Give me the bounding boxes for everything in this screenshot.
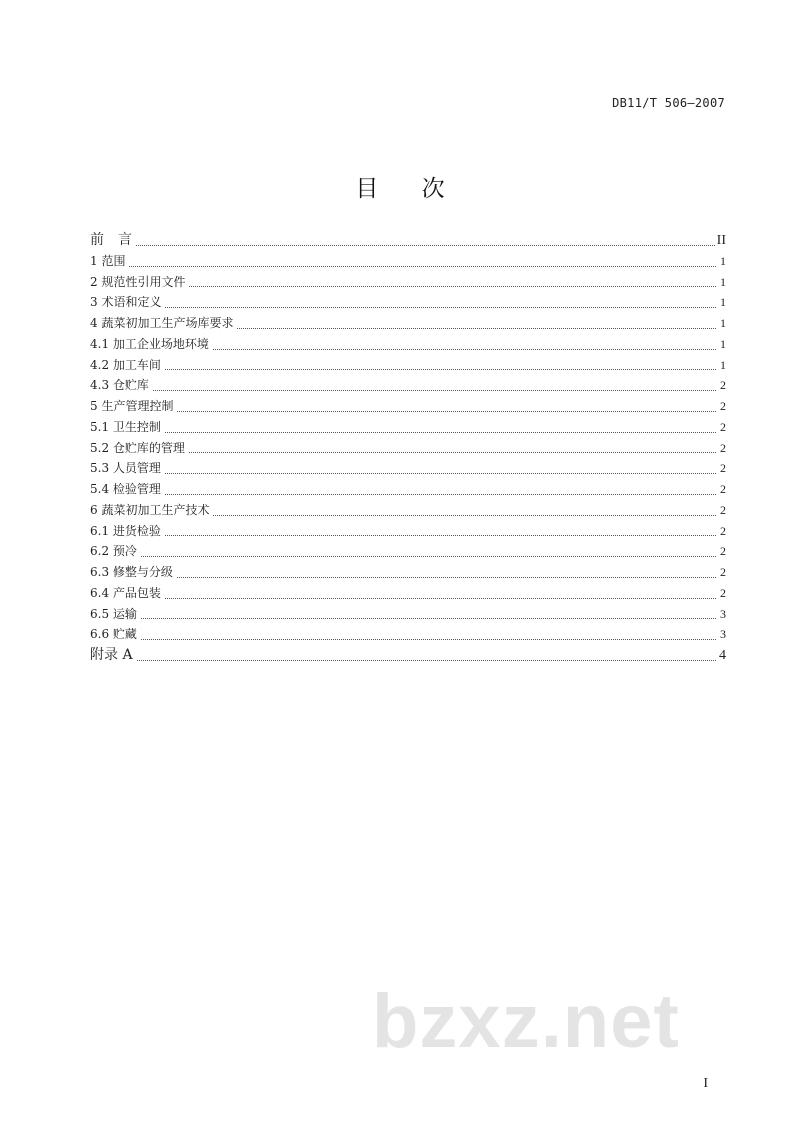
toc-entry-page: 1 bbox=[720, 274, 726, 289]
toc-entry-label: 6 蔬菜初加工生产技术 bbox=[90, 502, 210, 517]
toc-leader-dots bbox=[177, 576, 716, 578]
toc-entry[interactable] bbox=[90, 479, 726, 500]
toc-leader-dots bbox=[213, 348, 716, 350]
toc-entry-page: 2 bbox=[720, 419, 726, 434]
toc-entry-page: 2 bbox=[720, 544, 726, 559]
toc-entry[interactable] bbox=[90, 624, 726, 645]
toc-leader-dots bbox=[136, 244, 715, 246]
toc-entry-label: 4.3 仓贮库 bbox=[90, 378, 149, 393]
toc-leader-dots bbox=[189, 285, 716, 287]
toc-entry[interactable] bbox=[90, 417, 726, 438]
toc-entry-page: 1 bbox=[720, 253, 726, 268]
toc-entry-page: 3 bbox=[720, 627, 726, 642]
toc-leader-dots bbox=[237, 327, 716, 329]
toc-entry-page: 2 bbox=[720, 399, 726, 413]
toc-entry-page: 4 bbox=[719, 648, 726, 663]
toc-entry[interactable] bbox=[90, 521, 726, 542]
toc-entry[interactable] bbox=[90, 355, 726, 376]
toc-entry[interactable] bbox=[90, 583, 726, 604]
toc-leader-dots bbox=[165, 534, 716, 536]
toc-entry-page: 2 bbox=[720, 523, 726, 538]
toc-leader-dots bbox=[165, 472, 716, 474]
toc-leader-dots bbox=[165, 493, 716, 495]
toc-leader-dots bbox=[141, 638, 716, 640]
toc-leader-dots bbox=[165, 597, 716, 599]
toc-entry[interactable] bbox=[90, 272, 726, 293]
toc-entry[interactable] bbox=[90, 500, 726, 521]
toc-entry[interactable] bbox=[90, 438, 726, 459]
toc-entry[interactable] bbox=[90, 562, 726, 583]
toc-title: 目 次 bbox=[355, 176, 463, 202]
toc-entry[interactable] bbox=[90, 458, 726, 479]
toc-entry-label: 6.6 贮藏 bbox=[90, 627, 137, 642]
toc-entry-label: 4.1 加工企业场地环境 bbox=[90, 336, 209, 351]
toc-entry-label: 附录 A bbox=[90, 647, 133, 663]
toc-entry[interactable] bbox=[90, 604, 726, 625]
toc-entry[interactable] bbox=[90, 251, 726, 272]
toc-leader-dots bbox=[141, 555, 716, 557]
toc-leader-dots bbox=[165, 368, 716, 370]
toc-leader-dots bbox=[189, 451, 716, 453]
toc-entry-page: 1 bbox=[720, 316, 726, 330]
toc-leader-dots bbox=[137, 659, 716, 661]
toc-entry[interactable] bbox=[90, 230, 726, 251]
toc-entry-page: 2 bbox=[720, 585, 726, 600]
watermark: bzxz.net bbox=[372, 979, 680, 1064]
toc-entry-label: 前 言 bbox=[90, 232, 132, 248]
toc-entry-label: 6.4 产品包装 bbox=[90, 585, 161, 600]
toc-leader-dots bbox=[129, 265, 716, 267]
toc-entry-label: 5.4 检验管理 bbox=[90, 482, 161, 496]
toc-leader-dots bbox=[177, 410, 716, 412]
toc-entry-page: 2 bbox=[720, 440, 726, 455]
toc-entry-page: II bbox=[716, 233, 726, 248]
toc-leader-dots bbox=[165, 431, 716, 433]
toc-entry[interactable] bbox=[90, 541, 726, 562]
table-of-contents bbox=[90, 230, 726, 666]
toc-entry-page: 2 bbox=[720, 502, 726, 517]
toc-entry-label: 6.2 预冷 bbox=[90, 544, 137, 559]
toc-entry[interactable] bbox=[90, 396, 726, 417]
toc-entry-label: 5.3 人员管理 bbox=[90, 461, 161, 476]
toc-leader-dots bbox=[165, 306, 716, 308]
toc-entry-page: 1 bbox=[720, 295, 726, 310]
toc-entry-page: 1 bbox=[720, 336, 726, 351]
toc-entry-label: 6.1 进货检验 bbox=[90, 523, 161, 538]
toc-entry-label: 4.2 加工车间 bbox=[90, 357, 161, 372]
toc-leader-dots bbox=[213, 514, 716, 516]
toc-entry-label: 1 范围 bbox=[90, 253, 126, 268]
page-number: I bbox=[703, 1076, 708, 1091]
toc-entry-label: 5.2 仓贮库的管理 bbox=[90, 440, 185, 455]
toc-entry[interactable] bbox=[90, 313, 726, 334]
toc-entry-label: 4 蔬菜初加工生产场库要求 bbox=[90, 316, 234, 330]
toc-entry-label: 6.5 运输 bbox=[90, 606, 137, 621]
toc-entry[interactable] bbox=[90, 645, 726, 666]
toc-entry-page: 1 bbox=[720, 357, 726, 372]
toc-entry-label: 3 术语和定义 bbox=[90, 295, 162, 310]
toc-entry-page: 2 bbox=[720, 565, 726, 579]
toc-entry-label: 2 规范性引用文件 bbox=[90, 274, 186, 289]
toc-entry[interactable] bbox=[90, 292, 726, 313]
toc-leader-dots bbox=[141, 617, 716, 619]
toc-entry-page: 2 bbox=[720, 461, 726, 476]
toc-entry-page: 3 bbox=[720, 606, 726, 621]
toc-entry-label: 6.3 修整与分级 bbox=[90, 565, 173, 579]
toc-entry[interactable] bbox=[90, 334, 726, 355]
toc-entry-label: 5 生产管理控制 bbox=[90, 399, 174, 413]
toc-entry-label: 5.1 卫生控制 bbox=[90, 419, 161, 434]
toc-entry-page: 2 bbox=[720, 482, 726, 496]
toc-entry[interactable] bbox=[90, 375, 726, 396]
document-code: DB11/T 506—2007 bbox=[612, 96, 725, 110]
toc-entry-page: 2 bbox=[720, 378, 726, 393]
toc-leader-dots bbox=[153, 389, 716, 391]
